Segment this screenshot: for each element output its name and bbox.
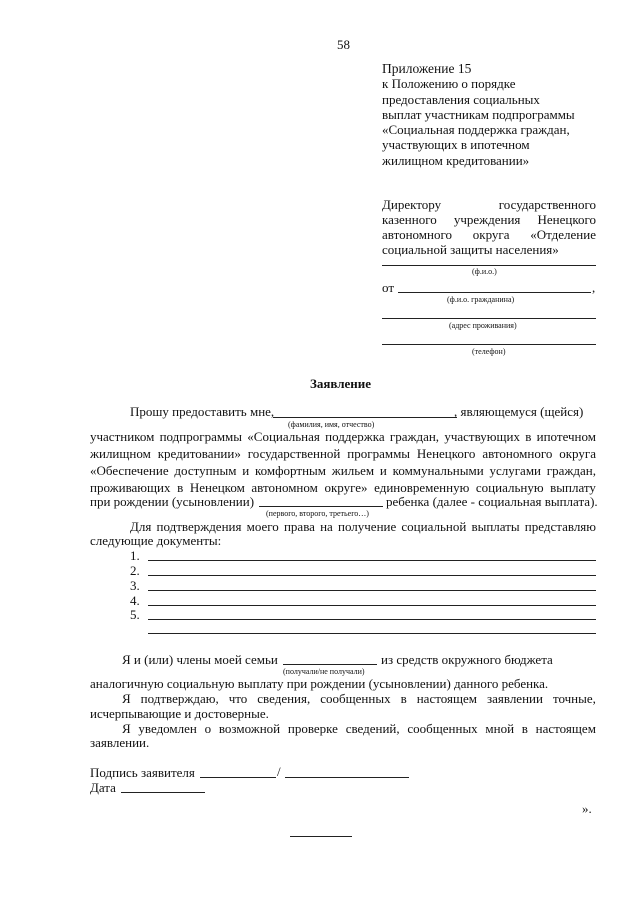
word: граждан, <box>546 463 596 478</box>
doc-line-2[interactable] <box>148 575 596 576</box>
footer-separator <box>290 836 352 837</box>
word: о <box>204 721 212 736</box>
body-line-3 <box>90 463 596 478</box>
word: кредитовании» <box>157 446 241 461</box>
fio-caption: (ф.и.о.) <box>472 267 497 276</box>
word: казенного <box>382 212 437 227</box>
doc-number: 4. <box>130 593 140 608</box>
signature-slash: / <box>277 764 281 779</box>
family-cont: аналогичную социальную выплату при рождении (усыновлении) данного ребенка. <box>90 676 549 691</box>
closing-mark: ». <box>582 801 592 816</box>
appendix-line: к Положению о порядке <box>382 76 516 92</box>
word: программы <box>347 446 411 461</box>
word: в <box>525 429 532 444</box>
word: подтверждаю, <box>140 691 219 706</box>
word: автономном <box>251 480 318 495</box>
citizen-caption: (ф.и.о. гражданина) <box>447 295 515 304</box>
address-field-line[interactable] <box>382 318 596 319</box>
word: получение <box>337 519 397 534</box>
word: в <box>177 480 184 495</box>
word: в <box>400 691 407 706</box>
word: выплаты <box>471 519 520 534</box>
applicant-name-line[interactable] <box>273 417 457 418</box>
word: округе» <box>324 480 368 495</box>
word: комфортным <box>255 463 326 478</box>
word: представляю <box>524 519 596 534</box>
phone-field-line[interactable] <box>382 344 596 345</box>
word: Директору <box>382 197 442 212</box>
received-field-line[interactable] <box>283 664 377 665</box>
doc-line-6[interactable] <box>148 633 596 634</box>
word: автономного <box>482 446 553 461</box>
word: «Отделение <box>530 227 596 242</box>
word: и <box>379 463 387 478</box>
request-start: Прошу предоставить мне, <box>130 404 275 419</box>
appendix-line: участвующих в ипотечном <box>382 137 530 153</box>
word: сообщенных <box>320 691 391 706</box>
doc-line-1[interactable] <box>148 560 596 561</box>
from-label: от <box>382 280 395 295</box>
word: подпрограммы <box>159 429 243 444</box>
fio-field-line[interactable] <box>382 265 596 266</box>
body-line-2 <box>90 446 596 461</box>
word: и <box>242 463 250 478</box>
doc-line-3[interactable] <box>148 590 596 591</box>
word: возможной <box>218 721 281 736</box>
word: граждан, <box>389 429 440 444</box>
addressee-line-3 <box>382 227 596 242</box>
accuracy-end: исчерпывающие и достоверные. <box>90 706 269 721</box>
appendix-line: «Социальная поддержка граждан, <box>382 122 570 138</box>
document-title: Заявление <box>310 376 372 391</box>
word: права <box>283 519 315 534</box>
word: моего <box>246 519 279 534</box>
word: Для <box>130 519 152 534</box>
name-caption: (фамилия, имя, отчество) <box>288 420 375 429</box>
doc-number: 3. <box>130 578 140 593</box>
word: социальную <box>475 480 544 495</box>
confirm-end: следующие документы: <box>90 533 222 548</box>
body-line-4 <box>90 480 596 495</box>
word: Я <box>122 721 131 736</box>
word: социальной <box>401 519 467 534</box>
appendix-line: Приложение 15 <box>382 61 472 76</box>
date-line[interactable] <box>121 792 205 793</box>
word: услугами <box>489 463 541 478</box>
from-comma: , <box>592 280 596 295</box>
word: сведения, <box>257 691 311 706</box>
confirm-line <box>130 519 596 534</box>
word: округа <box>559 446 596 461</box>
word: что <box>228 691 248 706</box>
word: государственного <box>498 197 596 212</box>
appendix-block <box>382 61 602 168</box>
word: на <box>320 519 333 534</box>
doc-number: 2. <box>130 563 140 578</box>
word: заявлении <box>486 691 543 706</box>
birth-line-start: при рождении (усыновлении) <box>90 494 255 509</box>
order-caption: (первого, второго, третьего…) <box>266 509 369 518</box>
signature-decoding-line[interactable] <box>285 777 409 778</box>
word: выплату <box>550 480 596 495</box>
word: сведений, <box>345 721 400 736</box>
word: подтверждения <box>156 519 242 534</box>
word: коммунальными <box>392 463 484 478</box>
word: «Социальная <box>247 429 320 444</box>
appendix-line: выплат участникам подпрограммы <box>382 106 575 122</box>
word: проживающих <box>90 480 171 495</box>
word: поддержка <box>325 429 385 444</box>
word: уведомлен <box>138 721 197 736</box>
doc-line-4[interactable] <box>148 605 596 606</box>
signature-label: Подпись заявителя <box>90 765 195 780</box>
word: участвующих <box>444 429 520 444</box>
address-caption: (адрес проживания) <box>449 321 517 330</box>
request-end: , являющемуся (щейся) <box>454 404 584 419</box>
citizen-field-line[interactable] <box>398 292 591 293</box>
word: Ненецкого <box>537 212 596 227</box>
addressee-line-2 <box>382 212 596 227</box>
appendix-line: жилищном кредитовании» <box>382 152 530 168</box>
word: проверке <box>287 721 338 736</box>
word: автономного <box>382 227 452 242</box>
birth-line-end: ребенка (далее - социальная выплата). <box>386 494 598 509</box>
word: «Обеспечение <box>90 463 169 478</box>
word: жильем <box>331 463 375 478</box>
word: точные, <box>552 691 596 706</box>
word: единовременную <box>374 480 470 495</box>
received-caption: (получали/не получали) <box>283 667 365 676</box>
word: Я <box>122 691 131 706</box>
body-line-1 <box>90 429 596 444</box>
notified-line <box>122 721 596 736</box>
word: настоящем <box>416 691 477 706</box>
accuracy-line <box>122 691 596 706</box>
family-end: из средств окружного бюджета <box>381 652 553 667</box>
phone-caption: (телефон) <box>472 347 506 356</box>
page-number: 58 <box>337 37 350 52</box>
doc-line-5[interactable] <box>148 619 596 620</box>
word: округа <box>472 227 510 242</box>
word: мной <box>485 721 515 736</box>
word: доступным <box>174 463 237 478</box>
doc-number: 5. <box>130 607 140 622</box>
word: участником <box>90 429 155 444</box>
word: сообщенных <box>407 721 478 736</box>
notified-end: заявлении. <box>90 735 150 750</box>
signature-line[interactable] <box>200 777 276 778</box>
child-order-line[interactable] <box>259 506 383 507</box>
word: государственной <box>247 446 341 461</box>
word: Ненецкого <box>416 446 476 461</box>
word: в <box>521 721 528 736</box>
word: учреждения <box>453 212 521 227</box>
word: настоящем <box>535 721 596 736</box>
word: ипотечном <box>536 429 596 444</box>
word: Ненецком <box>189 480 245 495</box>
date-label: Дата <box>90 780 116 795</box>
doc-number: 1. <box>130 548 140 563</box>
appendix-line: предоставления социальных <box>382 91 540 107</box>
addressee-line-1 <box>382 197 596 212</box>
family-start: Я и (или) члены моей семьи <box>122 652 278 667</box>
word: жилищном <box>90 446 151 461</box>
addressee-line-4: социальной защиты населения» <box>382 242 559 257</box>
